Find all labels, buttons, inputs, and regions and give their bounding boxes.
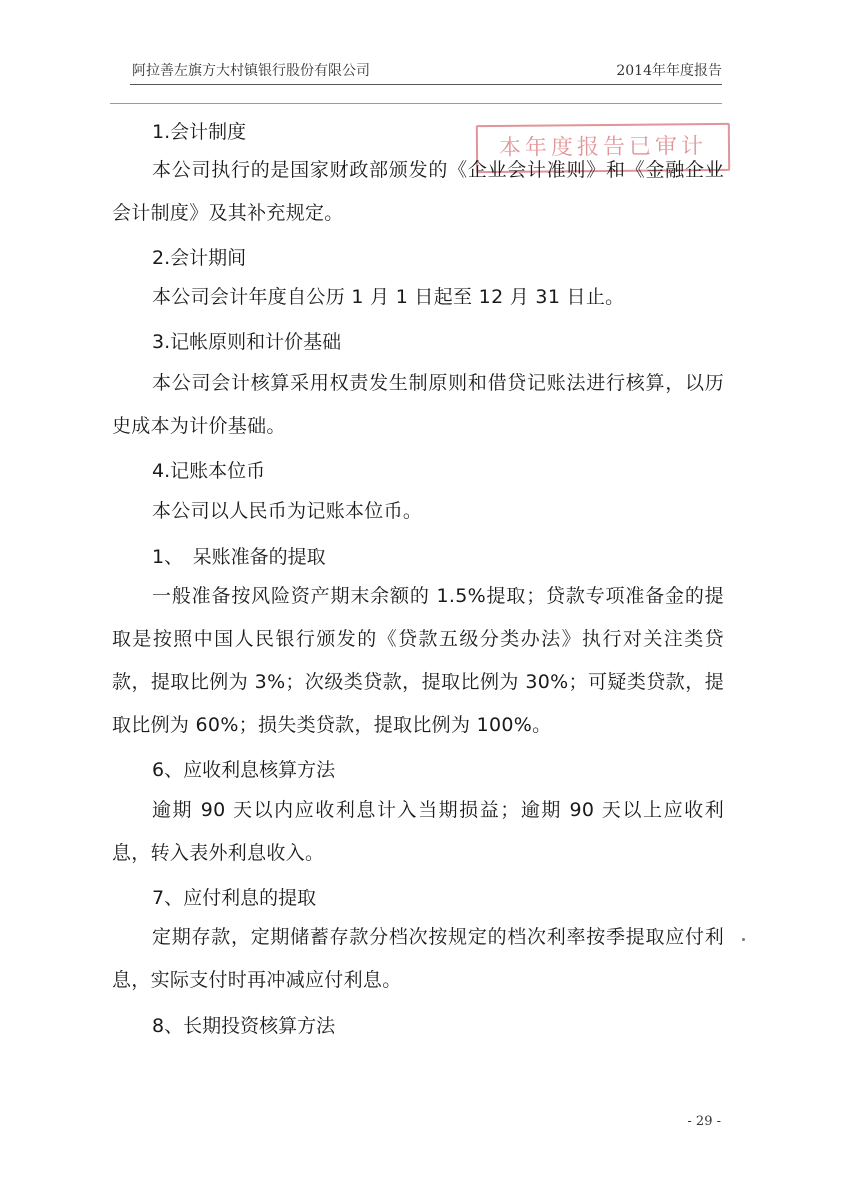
section-paragraph: 逾期 90 天以内应收利息计入当期损益；逾期 90 天以上应收利息，转入表外利息收入。 xyxy=(112,799,724,864)
page-number: - 29 - xyxy=(687,1114,721,1129)
header-divider xyxy=(130,84,722,85)
section-heading: 2.会计期间 xyxy=(152,247,247,269)
section-paragraph: 本公司执行的是国家财政部颁发的《企业会计准则》和《金融企业会计制度》及其补充规定。 xyxy=(112,159,724,224)
section-paragraph: 定期存款，定期储蓄存款分档次按规定的档次利率按季提取应付利息，实际支付时再冲减应付利息。 xyxy=(112,926,724,991)
section-heading: 4.记账本位币 xyxy=(152,460,266,482)
section-heading: 7、应付利息的提取 xyxy=(152,887,317,909)
audit-stamp-text: 本年度报告已审计 xyxy=(498,134,708,161)
section-paragraph: 一般准备按风险资产期末余额的 1.5%提取；贷款专项准备金的提取是按照中国人民银行颁发的《贷款五级分类办法》执行对关注类贷款，提取比例为 3%；次级类贷款，提取比例为 30%；可疑类贷款，提取比例为 60%；损失类贷款，提取比例为 100%。 xyxy=(112,585,724,736)
section-heading: 1、 呆账准备的提取 xyxy=(152,546,326,568)
section-paragraph: 本公司会计年度自公历 1 月 1 日起至 12 月 31 日止。 xyxy=(152,286,625,308)
scan-speck xyxy=(742,938,745,941)
header-company-name: 阿拉善左旗方大村镇银行股份有限公司 xyxy=(132,63,370,79)
section-paragraph: 本公司会计核算采用权责发生制原则和借贷记账法进行核算，以历史成本为计价基础。 xyxy=(112,372,724,437)
section-heading: 1.会计制度 xyxy=(152,121,247,143)
section-heading: 6、应收利息核算方法 xyxy=(152,759,336,781)
section-heading: 3.记帐原则和计价基础 xyxy=(152,331,342,353)
header-report-title: 2014年年度报告 xyxy=(616,63,722,79)
section-heading: 8、长期投资核算方法 xyxy=(152,1015,336,1037)
page-header xyxy=(132,60,722,82)
section-paragraph: 本公司以人民币为记账本位币。 xyxy=(152,500,423,522)
scan-edge-line xyxy=(110,103,722,104)
